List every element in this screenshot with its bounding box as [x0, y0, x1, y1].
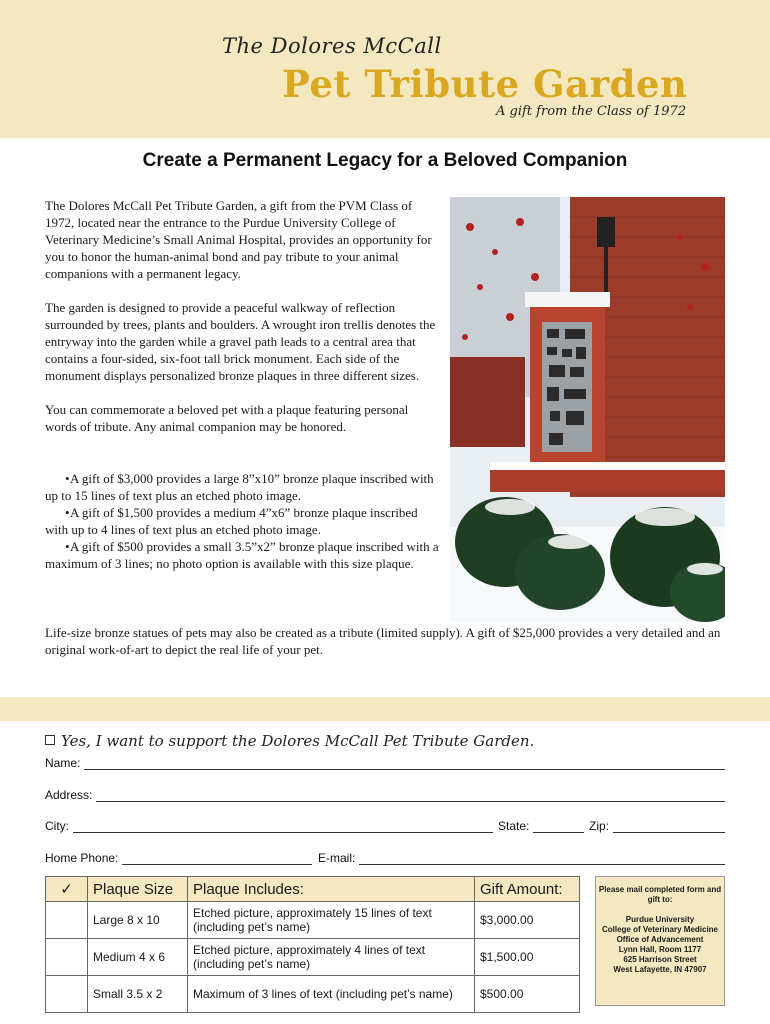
size-column-header: Plaque Size: [88, 877, 188, 902]
amount-column-header: Gift Amount:: [475, 877, 580, 902]
plaque-includes-cell: Maximum of 3 lines of text (including pet’s name): [188, 976, 475, 1013]
plaque-size-cell: Medium 4 x 6: [88, 939, 188, 976]
gift-bullet-small: • A gift of $500 provides a small 3.5”x2” bronze plaque inscribed with a maximum of 3 lines; no photo option is available with this size plaque.: [45, 538, 440, 572]
gift-bullet-medium: • A gift of $1,500 provides a medium 4”x6” bronze plaque inscribed with up to 4 lines of text plus an etched photo image.: [45, 504, 440, 538]
zip-field[interactable]: [589, 819, 725, 833]
body-column: [45, 197, 440, 572]
zip-label: Zip:: [589, 819, 610, 833]
table-row: [46, 902, 580, 939]
address-input-line[interactable]: [96, 790, 725, 802]
support-checkbox-label: Yes, I want to support the Dolores McCall Pet Tribute Garden.: [61, 732, 535, 750]
gift-amount-cell: $1,500.00: [475, 939, 580, 976]
header-title: Pet Tribute Garden: [282, 62, 688, 106]
mail-org: Purdue University: [625, 915, 695, 924]
includes-column-header: Plaque Includes:: [188, 877, 475, 902]
divider-band: [0, 697, 770, 721]
email-input-line[interactable]: [359, 853, 725, 865]
email-label: E-mail:: [318, 851, 356, 865]
mail-room: Lynn Hall, Room 1177: [618, 945, 702, 954]
name-input-line[interactable]: [84, 758, 725, 770]
name-label: Name:: [45, 756, 81, 770]
lifesize-paragraph: Life-size bronze statues of pets may also be created as a tribute (limited supply). A gift of $25,000 provides a very detailed and an original work-of-art to depict the real life of your pet.: [45, 625, 721, 657]
city-field[interactable]: [45, 819, 493, 833]
phone-field[interactable]: [45, 851, 312, 865]
support-checkbox[interactable]: [45, 735, 55, 745]
mail-instructions: Please mail completed form and gift to:: [598, 885, 722, 904]
table-row: [46, 939, 580, 976]
monument-illustration: [450, 197, 725, 622]
plaque-table: [45, 876, 580, 1013]
plaque-table-header: [46, 877, 580, 902]
garden-paragraph: The garden is designed to provide a peaceful walkway of reflection surrounded by trees, plants and boulders. A wrought iron trellis denotes the entryway into the garden while a gravel path leads to a central area that contains a four-sided, six-foot tall brick monument. Each side of the monument displays personalized bronze plaques in three different sizes.: [45, 300, 436, 383]
gift-bullet-list: [45, 470, 440, 572]
row-select-cell-large[interactable]: [46, 902, 88, 939]
mail-office: Office of Advancement: [616, 935, 704, 944]
page-headline: Create a Permanent Legacy for a Beloved Companion: [142, 150, 628, 171]
check-column-header: ✓: [46, 877, 88, 902]
state-field[interactable]: [498, 819, 584, 833]
state-input-line[interactable]: [533, 821, 584, 833]
mail-college: College of Veterinary Medicine: [601, 925, 719, 934]
table-row: [46, 976, 580, 1013]
city-label: City:: [45, 819, 69, 833]
header-subtitle: A gift from the Class of 1972: [496, 104, 687, 119]
gift-bullet-large: • A gift of $3,000 provides a large 8”x10” bronze plaque inscribed with up to 15 lines of text plus an etched photo image.: [45, 470, 440, 504]
plaque-size-cell: Small 3.5 x 2: [88, 976, 188, 1013]
row-select-cell-medium[interactable]: [46, 939, 88, 976]
name-field[interactable]: [45, 756, 725, 770]
address-label: Address:: [45, 788, 93, 802]
state-label: State:: [498, 819, 530, 833]
plaque-includes-cell: Etched picture, approximately 4 lines of text (including pet’s name): [188, 939, 475, 976]
plaque-size-cell: Large 8 x 10: [88, 902, 188, 939]
monument-photo: [450, 197, 725, 622]
phone-input-line[interactable]: [122, 853, 312, 865]
gift-amount-cell: $3,000.00: [475, 902, 580, 939]
header-pretitle: The Dolores McCall: [222, 34, 442, 58]
plaque-includes-cell: Etched picture, approximately 15 lines of text (including pet’s name): [188, 902, 475, 939]
email-field[interactable]: [318, 851, 725, 865]
city-input-line[interactable]: [73, 821, 493, 833]
commemorate-paragraph: You can commemorate a beloved pet with a plaque featuring personal words of tribute. Any animal companion may be honored.: [45, 402, 409, 434]
address-field[interactable]: [45, 788, 725, 802]
intro-paragraph: The Dolores McCall Pet Tribute Garden, a gift from the PVM Class of 1972, located near the entrance to the Purdue University College of Veterinary Medicine’s Small Animal Hospital, provides an opportunity for you to honor the human-animal bond and pay tribute to your animal companions with a permanent legacy.: [45, 198, 432, 281]
phone-label: Home Phone:: [45, 851, 119, 865]
gift-amount-cell: $500.00: [475, 976, 580, 1013]
mail-city: West Lafayette, IN 47907: [613, 965, 707, 974]
mail-street: 625 Harrison Street: [623, 955, 697, 964]
support-checkbox-row[interactable]: [45, 732, 534, 750]
zip-input-line[interactable]: [613, 821, 725, 833]
row-select-cell-small[interactable]: [46, 976, 88, 1013]
mailing-address-box: [595, 876, 725, 1006]
